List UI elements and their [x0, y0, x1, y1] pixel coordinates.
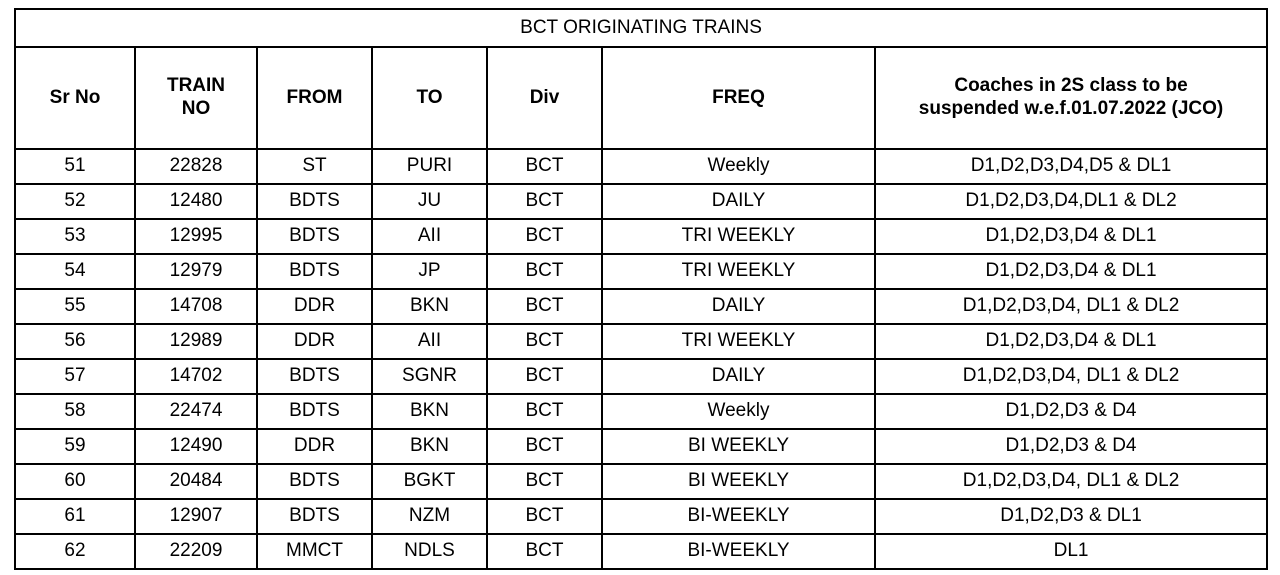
cell-to: BKN	[372, 394, 487, 429]
cell-from: BDTS	[257, 184, 372, 219]
cell-to: PURI	[372, 149, 487, 184]
cell-train-no: 12490	[135, 429, 257, 464]
column-header-coaches-line1: Coaches in 2S class to be	[954, 75, 1188, 97]
column-header-freq: FREQ	[602, 47, 875, 149]
cell-from: BDTS	[257, 464, 372, 499]
cell-coaches: D1,D2,D3,D4, DL1 & DL2	[875, 464, 1267, 499]
cell-to: BGKT	[372, 464, 487, 499]
cell-sr-no: 52	[15, 184, 135, 219]
cell-sr-no: 59	[15, 429, 135, 464]
table-row	[15, 394, 1267, 429]
cell-from: DDR	[257, 289, 372, 324]
cell-div: BCT	[487, 534, 602, 569]
cell-freq: TRI WEEKLY	[602, 254, 875, 289]
table-row	[15, 254, 1267, 289]
cell-to: AII	[372, 219, 487, 254]
cell-freq: Weekly	[602, 394, 875, 429]
cell-from: ST	[257, 149, 372, 184]
cell-from: DDR	[257, 429, 372, 464]
table-row	[15, 499, 1267, 534]
cell-div: BCT	[487, 219, 602, 254]
table-row	[15, 324, 1267, 359]
cell-train-no: 22209	[135, 534, 257, 569]
cell-to: JP	[372, 254, 487, 289]
cell-coaches: D1,D2,D3 & D4	[875, 429, 1267, 464]
cell-from: DDR	[257, 324, 372, 359]
cell-freq: BI WEEKLY	[602, 464, 875, 499]
column-header-from: FROM	[257, 47, 372, 149]
cell-div: BCT	[487, 324, 602, 359]
cell-div: BCT	[487, 149, 602, 184]
cell-from: BDTS	[257, 359, 372, 394]
cell-to: NZM	[372, 499, 487, 534]
cell-to: BKN	[372, 289, 487, 324]
cell-sr-no: 54	[15, 254, 135, 289]
cell-freq: Weekly	[602, 149, 875, 184]
cell-train-no: 12907	[135, 499, 257, 534]
cell-train-no: 12480	[135, 184, 257, 219]
cell-coaches: D1,D2,D3,D4, DL1 & DL2	[875, 289, 1267, 324]
table-row	[15, 149, 1267, 184]
column-header-coaches	[875, 47, 1267, 149]
cell-sr-no: 58	[15, 394, 135, 429]
cell-from: MMCT	[257, 534, 372, 569]
cell-sr-no: 60	[15, 464, 135, 499]
table-row	[15, 289, 1267, 324]
page-title: BCT ORIGINATING TRAINS	[15, 9, 1267, 47]
cell-div: BCT	[487, 359, 602, 394]
cell-train-no: 22474	[135, 394, 257, 429]
cell-sr-no: 53	[15, 219, 135, 254]
cell-train-no: 12995	[135, 219, 257, 254]
cell-to: BKN	[372, 429, 487, 464]
cell-sr-no: 56	[15, 324, 135, 359]
table-row	[15, 219, 1267, 254]
column-header-to: TO	[372, 47, 487, 149]
table-row	[15, 464, 1267, 499]
cell-freq: DAILY	[602, 184, 875, 219]
cell-div: BCT	[487, 184, 602, 219]
cell-freq: DAILY	[602, 359, 875, 394]
cell-to: NDLS	[372, 534, 487, 569]
cell-coaches: D1,D2,D3,D4, DL1 & DL2	[875, 359, 1267, 394]
cell-freq: TRI WEEKLY	[602, 324, 875, 359]
column-header-sr-no: Sr No	[15, 47, 135, 149]
table-row	[15, 534, 1267, 569]
cell-to: SGNR	[372, 359, 487, 394]
cell-freq: DAILY	[602, 289, 875, 324]
cell-to: AII	[372, 324, 487, 359]
column-header-train-no-line1: TRAIN	[166, 75, 226, 97]
cell-from: BDTS	[257, 499, 372, 534]
table-header-row	[15, 47, 1267, 149]
cell-from: BDTS	[257, 219, 372, 254]
column-header-train-no	[135, 47, 257, 149]
cell-train-no: 20484	[135, 464, 257, 499]
cell-div: BCT	[487, 499, 602, 534]
cell-sr-no: 55	[15, 289, 135, 324]
table-title-row	[15, 9, 1267, 47]
cell-freq: TRI WEEKLY	[602, 219, 875, 254]
cell-coaches: D1,D2,D3,D4 & DL1	[875, 324, 1267, 359]
cell-coaches: D1,D2,D3,D4 & DL1	[875, 254, 1267, 289]
cell-sr-no: 61	[15, 499, 135, 534]
table-body	[15, 149, 1267, 569]
cell-from: BDTS	[257, 394, 372, 429]
cell-div: BCT	[487, 429, 602, 464]
cell-div: BCT	[487, 254, 602, 289]
cell-from: BDTS	[257, 254, 372, 289]
table-row	[15, 429, 1267, 464]
cell-coaches: DL1	[875, 534, 1267, 569]
cell-train-no: 22828	[135, 149, 257, 184]
cell-div: BCT	[487, 464, 602, 499]
cell-sr-no: 57	[15, 359, 135, 394]
table-row	[15, 359, 1267, 394]
table-row	[15, 184, 1267, 219]
column-header-div: Div	[487, 47, 602, 149]
cell-coaches: D1,D2,D3,D4,DL1 & DL2	[875, 184, 1267, 219]
cell-train-no: 14708	[135, 289, 257, 324]
cell-sr-no: 51	[15, 149, 135, 184]
cell-train-no: 12989	[135, 324, 257, 359]
cell-coaches: D1,D2,D3 & DL1	[875, 499, 1267, 534]
cell-div: BCT	[487, 394, 602, 429]
cell-freq: BI WEEKLY	[602, 429, 875, 464]
cell-coaches: D1,D2,D3 & D4	[875, 394, 1267, 429]
cell-sr-no: 62	[15, 534, 135, 569]
cell-train-no: 14702	[135, 359, 257, 394]
cell-coaches: D1,D2,D3,D4,D5 & DL1	[875, 149, 1267, 184]
cell-freq: BI-WEEKLY	[602, 534, 875, 569]
cell-div: BCT	[487, 289, 602, 324]
column-header-train-no-line2: NO	[181, 98, 211, 119]
column-header-coaches-line2: suspended w.e.f.01.07.2022 (JCO)	[918, 98, 1224, 119]
cell-to: JU	[372, 184, 487, 219]
train-table	[14, 8, 1268, 570]
cell-freq: BI-WEEKLY	[602, 499, 875, 534]
cell-train-no: 12979	[135, 254, 257, 289]
cell-coaches: D1,D2,D3,D4 & DL1	[875, 219, 1267, 254]
